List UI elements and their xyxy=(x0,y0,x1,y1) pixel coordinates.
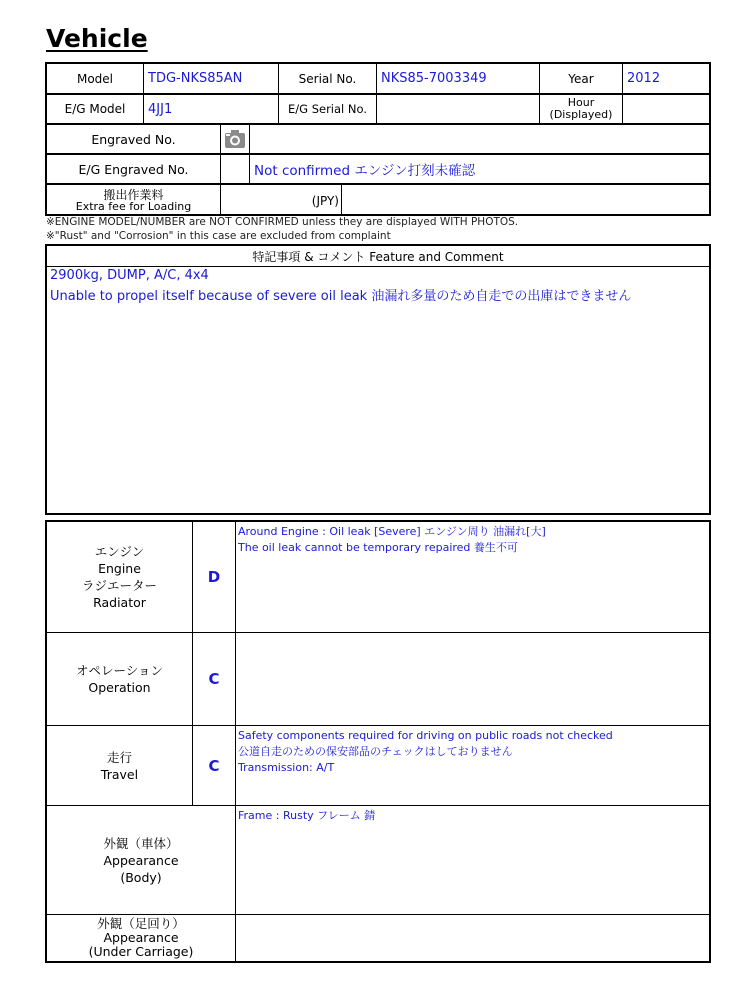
feature-line-1: 2900kg, DUMP, A/C, 4x4 xyxy=(50,268,209,283)
eg-model-value: 4JJ1 xyxy=(148,101,173,117)
vehicle-info-table xyxy=(45,62,711,216)
eg-serial-label: E/G Serial No. xyxy=(288,102,367,116)
radiator-label-jp: ラジエーター xyxy=(81,578,157,593)
model-value: TDG-NKS85AN xyxy=(148,71,243,86)
camera-icon[interactable] xyxy=(221,125,249,153)
travel-comment-1: Safety components required for driving on public roads not checked xyxy=(238,729,613,742)
appearance-body-label-sub: (Body) xyxy=(120,869,162,885)
travel-label-en: Travel xyxy=(100,766,139,782)
model-label: Model xyxy=(76,71,114,86)
appearance-under-label-jp: 外観（足回り） xyxy=(97,916,185,931)
year-label: Year xyxy=(568,71,594,86)
travel-grade: C xyxy=(208,756,220,775)
condition-table xyxy=(45,520,711,963)
travel-label xyxy=(47,726,192,805)
appearance-under-label-en: Appearance xyxy=(103,930,179,945)
feature-comment-box xyxy=(45,244,711,515)
engine-radiator-label xyxy=(47,522,192,632)
eg-serial-value xyxy=(377,95,539,123)
appearance-under-label-sub: (Under Carriage) xyxy=(88,944,194,959)
operation-label-jp: オペレーション xyxy=(75,663,163,678)
rust-note: ※"Rust" and "Corrosion" in this case are excluded from complaint xyxy=(46,230,391,242)
serial-label: Serial No. xyxy=(298,71,357,86)
appearance-body-label-en: Appearance xyxy=(103,852,179,868)
operation-label-en: Operation xyxy=(88,680,151,695)
radiator-label-en: Radiator xyxy=(93,595,146,610)
operation-grade: C xyxy=(208,670,220,688)
engine-note: ※ENGINE MODEL/NUMBER are NOT CONFIRMED unless they are displayed WITH PHOTOS. xyxy=(46,216,519,228)
appearance-body-comment-1: Frame : Rusty フレーム 錆 xyxy=(238,809,376,822)
extra-fee-label-jp: 搬出作業料 xyxy=(103,187,164,202)
appearance-body-label xyxy=(47,806,235,914)
extra-fee-label-en: Extra fee for Loading xyxy=(75,199,192,213)
hour-label xyxy=(540,95,622,123)
eg-model-label: E/G Model xyxy=(64,102,126,116)
engine-label-jp: エンジン xyxy=(94,544,145,559)
engine-grade: D xyxy=(207,568,221,586)
hour-label-line1: Hour xyxy=(567,96,595,109)
serial-value: NKS85-7003349 xyxy=(381,71,487,86)
extra-fee-label xyxy=(47,185,220,216)
appearance-body-label-jp: 外観（車体） xyxy=(103,835,179,851)
eg-engraved-value: Not confirmed エンジン打刻未確認 xyxy=(254,163,476,179)
appearance-under-label xyxy=(47,915,235,961)
eg-engraved-label: E/G Engraved No. xyxy=(78,161,189,177)
feature-header: 特記事項 & コメント Feature and Comment xyxy=(252,249,504,264)
operation-label xyxy=(47,633,192,725)
currency-label: (JPY) xyxy=(311,193,339,208)
travel-comment-3: Transmission: A/T xyxy=(238,761,335,774)
travel-label-jp: 走行 xyxy=(106,749,132,765)
hour-value xyxy=(623,95,711,123)
engine-label-en: Engine xyxy=(98,561,141,576)
travel-comment-2: 公道自走のための保安部品のチェックはしておりません xyxy=(238,745,513,758)
year-value: 2012 xyxy=(627,71,661,86)
engine-comment-1: Around Engine : Oil leak [Severe] エンジン周り 油漏れ[大] xyxy=(238,525,546,538)
hour-label-line2: (Displayed) xyxy=(549,108,613,121)
engraved-label: Engraved No. xyxy=(91,131,176,147)
page-title: Vehicle xyxy=(46,24,148,53)
feature-line-2: Unable to propel itself because of severe oil leak 油漏れ多量のため自走での出庫はできません xyxy=(50,289,632,304)
extra-fee-value xyxy=(342,185,710,216)
engine-comment-2: The oil leak cannot be temporary repaired 養生不可 xyxy=(238,541,518,554)
